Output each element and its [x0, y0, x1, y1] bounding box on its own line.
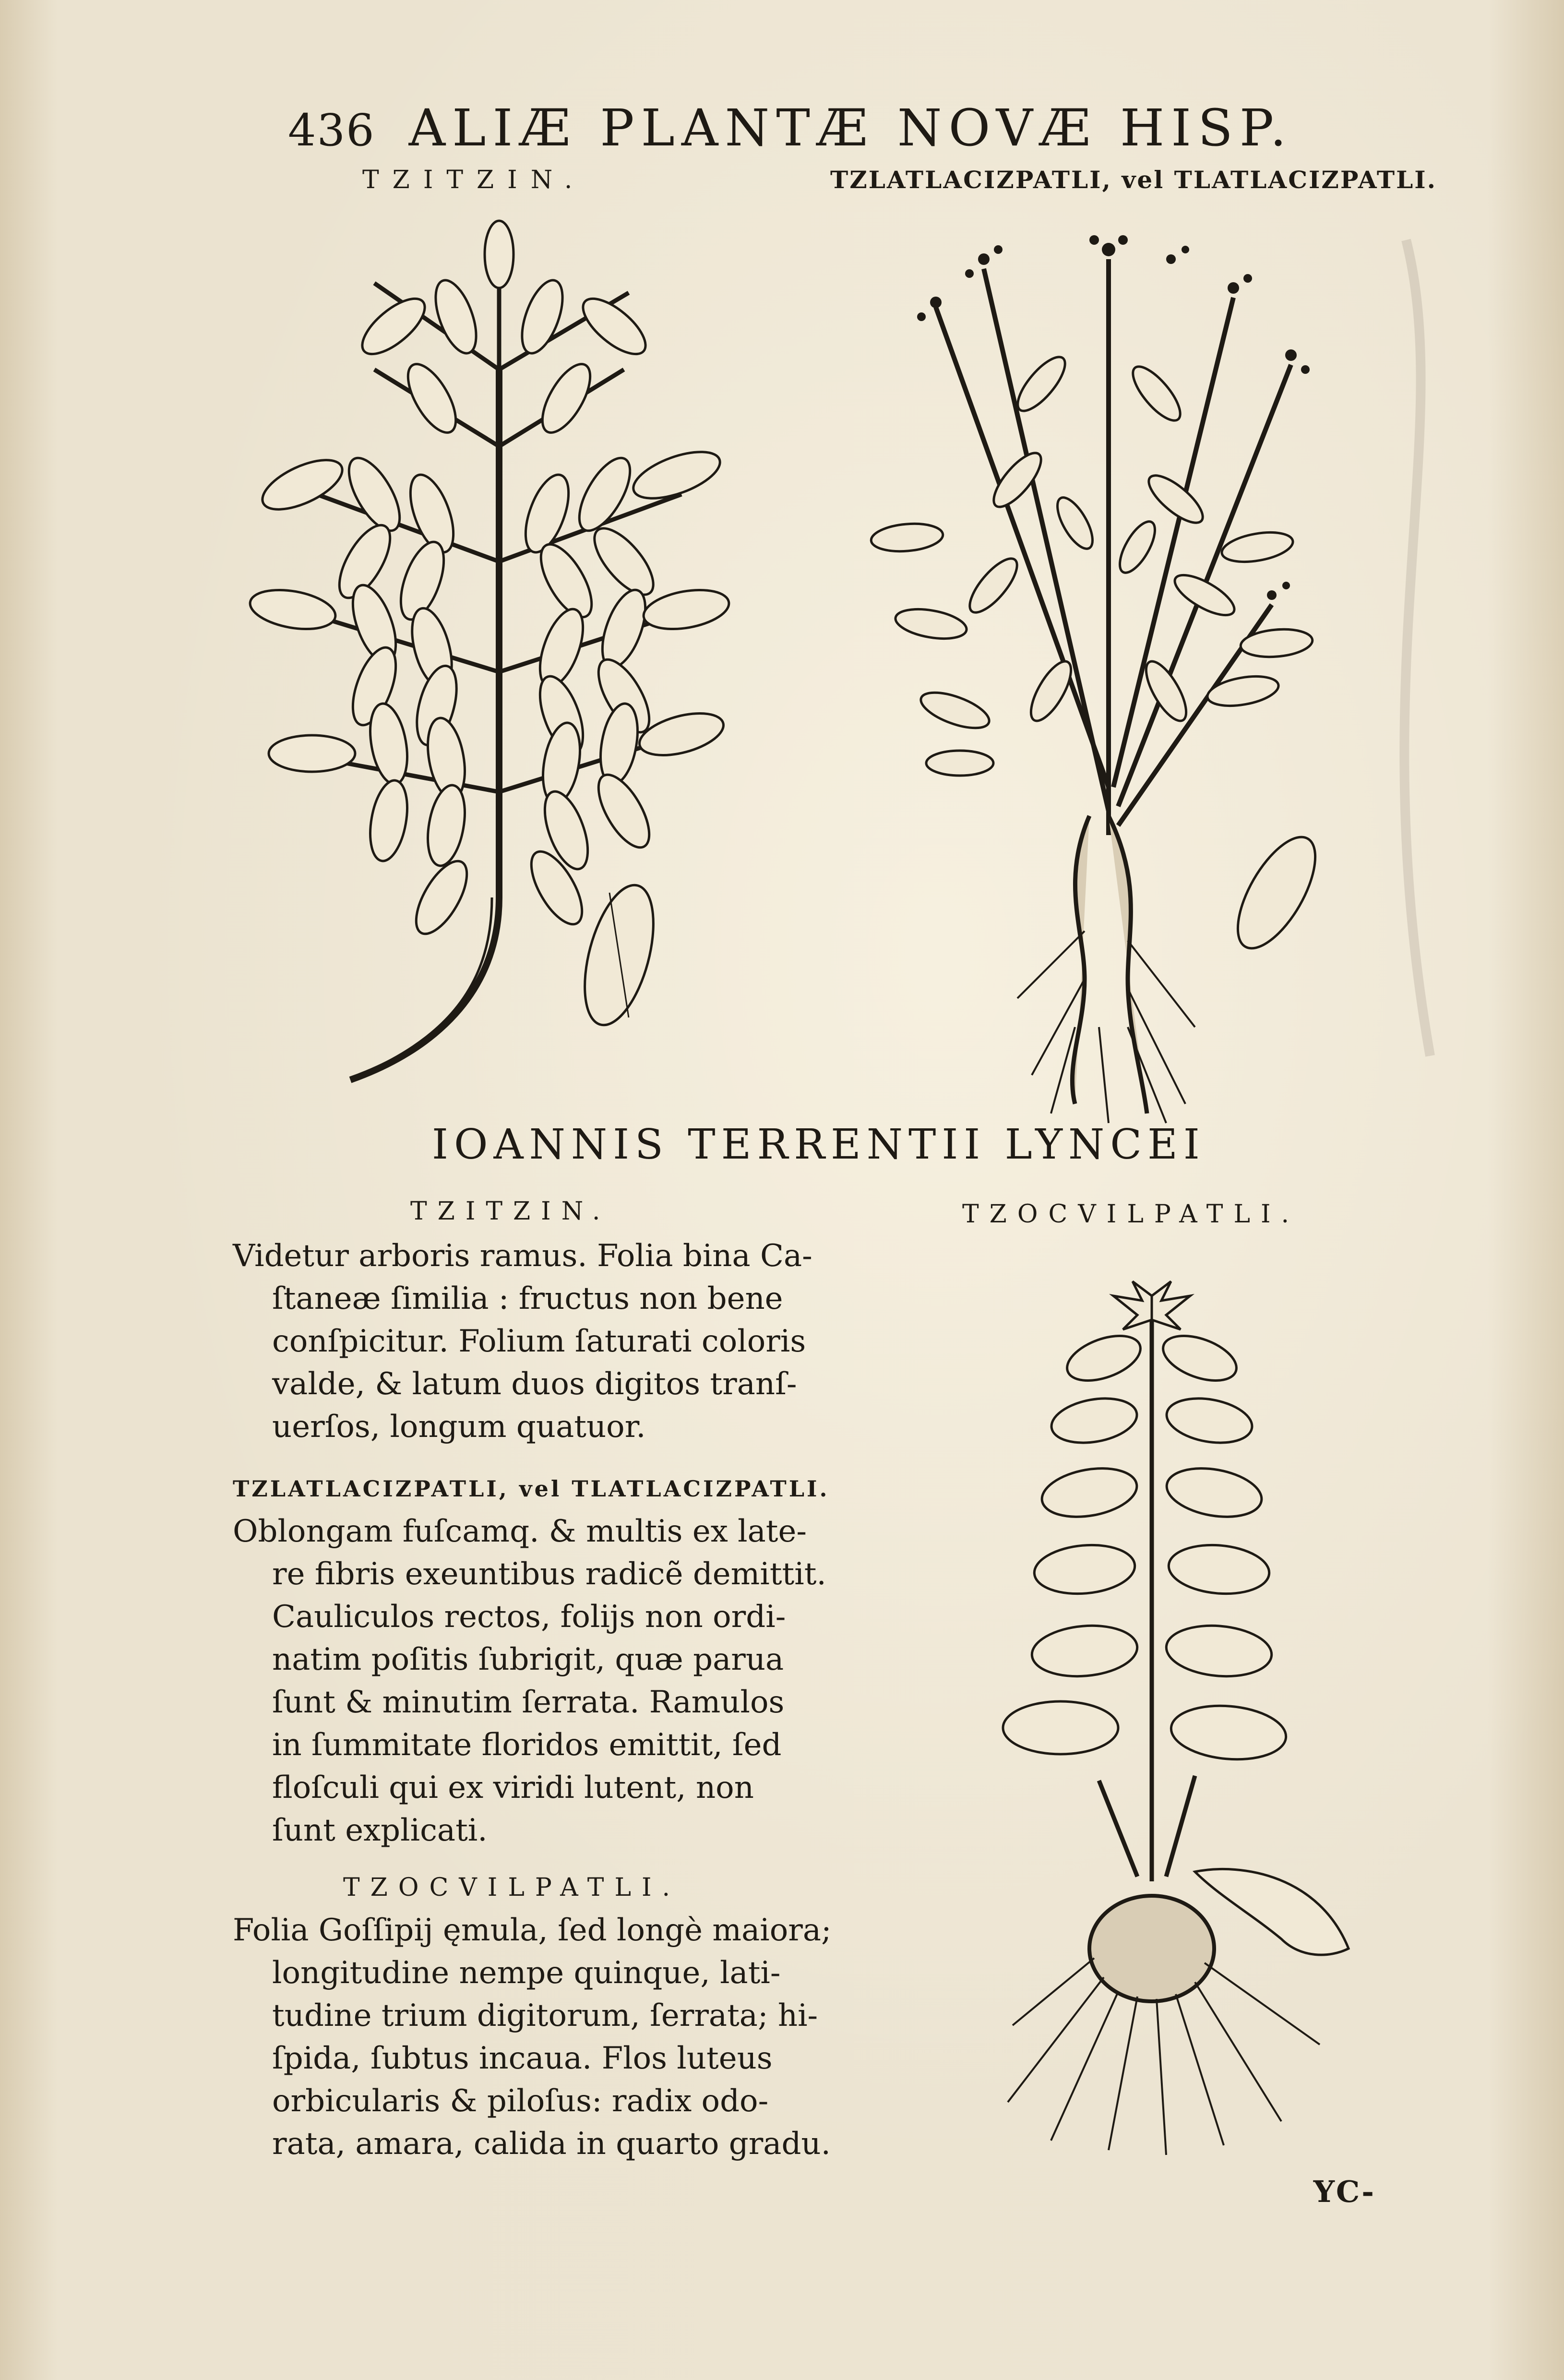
entry-line: longitudine nempe quinque, lati-: [272, 1955, 781, 1991]
entry-heading-tzlatlacizpatli: TZLATLACIZPATLI, vel TLATLACIZPATLI.: [233, 1476, 830, 1502]
entry-line: Videtur arboris ramus. Folia bina Ca-: [233, 1238, 812, 1274]
entry-line: ſunt explicati.: [272, 1813, 488, 1848]
figure-caption-tzitzin: TZITZIN.: [362, 166, 586, 194]
figure-caption-tzocvilpatli: TZOCVILPATLI.: [962, 1200, 1300, 1229]
entry-line: Oblongam fuſcamq. & multis ex late-: [233, 1514, 807, 1549]
entry-line: rata, amara, calida in quarto gradu.: [272, 2126, 831, 2162]
woodcut-tzlatlacizpatli: [859, 211, 1344, 1123]
entry-line: Cauliculos rectos, folijs non ordi-: [272, 1599, 786, 1635]
woodcut-tzocvilpatli: [993, 1277, 1368, 2160]
section-heading: IOANNIS TERRENTII LYNCEI: [432, 1121, 1206, 1169]
entry-line: conſpicitur. Folium ſaturati coloris: [272, 1324, 806, 1359]
entry-line: ſtaneæ ſimilia : fructus non bene: [272, 1281, 783, 1316]
entry-line: floſculi qui ex viridi lutent, non: [272, 1770, 754, 1806]
page-number: 436: [288, 105, 375, 156]
signature-mark: YC-: [1313, 2174, 1376, 2209]
woodcut-tzitzin: [230, 226, 749, 1099]
figure-caption-tzlatlacizpatli: TZLATLACIZPATLI, vel TLATLACIZPATLI.: [830, 166, 1437, 194]
entry-line: orbicularis & piloſus: radix odo-: [272, 2083, 769, 2119]
entry-line: re fibris exeuntibus radicẽ demittit.: [272, 1556, 826, 1592]
entry-line: ſpida, ſubtus incaua. Flos luteus: [272, 2041, 773, 2076]
entry-line: ſunt & minutim ſerrata. Ramulos: [272, 1685, 785, 1720]
entry-heading-tzitzin: TZITZIN.: [410, 1197, 611, 1226]
bleed-through-shadow: [1334, 240, 1478, 1056]
entry-line: tudine trium digitorum, ſerrata; hi-: [272, 1998, 818, 2033]
entry-heading-tzocvilpatli: TZOCVILPATLI.: [343, 1873, 681, 1902]
text-column: [233, 1190, 871, 2165]
entry-line: natim poſitis ſubrigit, quæ parua: [272, 1642, 784, 1677]
running-header: [288, 98, 1293, 157]
entry-line: uerſos, longum quatuor.: [272, 1409, 646, 1445]
running-title: ALIÆ PLANTÆ NOVÆ HISP.: [408, 98, 1293, 157]
entry-line: valde, & latum duos digitos tranſ-: [272, 1366, 797, 1402]
entry-line: Folia Goſſipij ęmula, ſed longè maiora;: [233, 1913, 832, 1948]
entry-line: in ſummitate floridos emittit, ſed: [272, 1727, 782, 1763]
